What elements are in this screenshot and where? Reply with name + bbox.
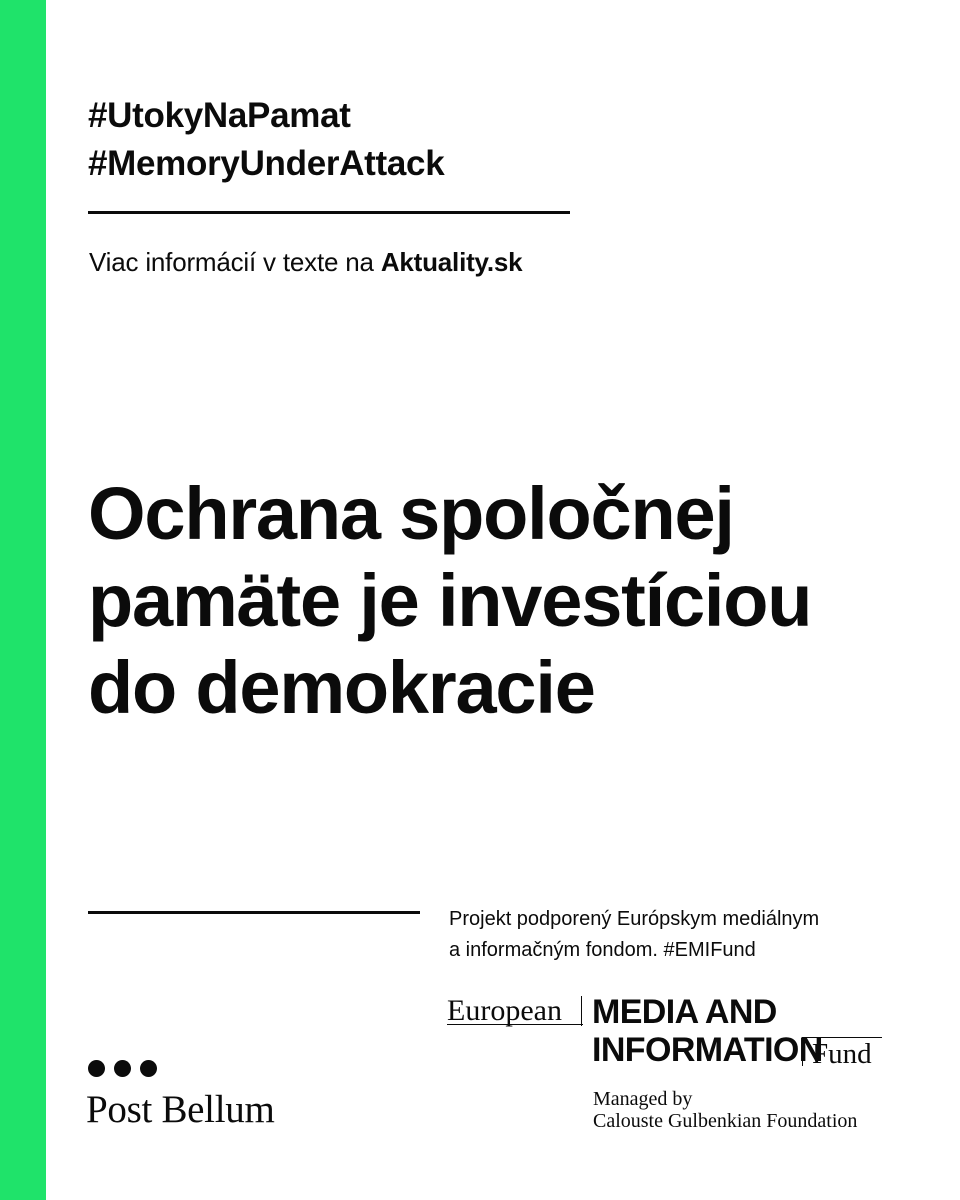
headline-line-2: pamäte je investíciou bbox=[88, 559, 812, 642]
post-bellum-logo bbox=[86, 1060, 274, 1132]
emif-logo bbox=[447, 994, 897, 1134]
emif-european: European bbox=[447, 994, 562, 1027]
hashtags bbox=[88, 92, 444, 188]
emif-separator bbox=[581, 996, 582, 1026]
bottom-divider bbox=[88, 911, 420, 914]
accent-side-bar bbox=[0, 0, 46, 1200]
emif-fund-separator bbox=[802, 1038, 803, 1066]
emif-media-and: MEDIA AND bbox=[592, 993, 777, 1031]
three-dots-icon bbox=[88, 1060, 274, 1077]
more-info-text: Viac informácií v texte na bbox=[89, 247, 381, 277]
emif-fund: Fund bbox=[812, 1038, 872, 1070]
hashtag-utoky-na-pamat: #UtokyNaPamat bbox=[88, 96, 351, 135]
top-divider bbox=[88, 211, 570, 214]
headline-line-1: Ochrana spoločnej bbox=[88, 472, 734, 555]
headline-line-3: do demokracie bbox=[88, 646, 595, 729]
emif-managed-by bbox=[593, 1088, 857, 1132]
headline bbox=[88, 470, 908, 731]
project-note-line-1: Projekt podporený Európskym mediálnym bbox=[449, 908, 820, 930]
more-info-line bbox=[89, 247, 522, 278]
emif-information: INFORMATION bbox=[592, 1031, 823, 1069]
hashtag-memory-under-attack: #MemoryUnderAttack bbox=[88, 144, 445, 183]
post-bellum-name: Post Bellum bbox=[86, 1088, 275, 1131]
emif-underline bbox=[447, 1024, 583, 1025]
foundation-name: Calouste Gulbenkian Foundation bbox=[593, 1110, 858, 1132]
managed-by-label: Managed by bbox=[593, 1088, 693, 1110]
source-name: Aktuality.sk bbox=[380, 247, 523, 277]
project-note-line-2: a informačným fondom. #EMIFund bbox=[449, 939, 756, 961]
project-note bbox=[449, 904, 819, 966]
